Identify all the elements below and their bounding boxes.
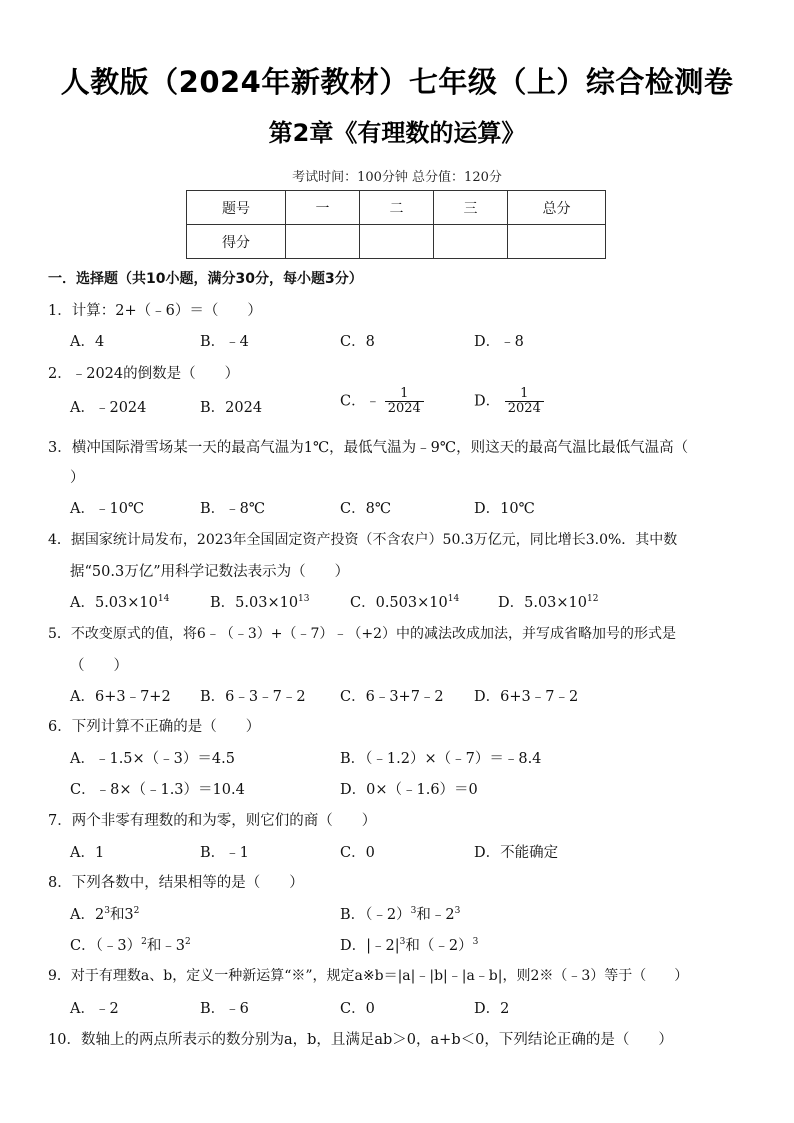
q8-a-part: A．2	[70, 907, 105, 923]
q2-option-d-fraction	[505, 387, 544, 416]
exam-title: 人教版（2024年新教材）七年级（上）综合检测卷	[60, 65, 734, 99]
q8-option-d	[340, 934, 478, 955]
q2-option-a: A．﹣2024	[70, 400, 147, 416]
q5-option-c: C．6﹣3+7﹣2	[340, 689, 444, 705]
q2-option-c-label: C．﹣	[340, 393, 381, 410]
score-table-score-row	[187, 225, 606, 259]
q4-option-b-base: B．5.03×10	[210, 595, 299, 611]
q8-option-c	[70, 934, 191, 955]
question-1-stem: 1．计算：2+（﹣6）＝（ ）	[48, 303, 262, 319]
q8-b-part: 和﹣2	[416, 907, 455, 923]
question-10-stem: 10．数轴上的两点所表示的数分别为a，b，且满足ab＞0，a+b＜0，下列结论正确的是（ ）	[48, 1032, 673, 1048]
q4-option-d-base: D．5.03×10	[498, 595, 588, 611]
q8-b-exp1: 3	[410, 906, 417, 917]
score-row-label: 得分	[187, 225, 286, 259]
q8-option-a	[70, 903, 139, 924]
q9-option-d: D．2	[474, 1001, 510, 1017]
question-5-stem-cont: （ ）	[70, 658, 128, 674]
q2-option-c-fraction	[385, 387, 424, 416]
q4-option-d-exponent: 12	[587, 594, 599, 605]
q1-option-b: B．﹣4	[200, 334, 249, 350]
score-header-cell: 总分	[508, 191, 606, 225]
question-3-stem: 3．横冲国际滑雪场某一天的最高气温为1℃，最低气温为﹣9℃，则这天的最高气温比最低气温高（	[48, 440, 689, 456]
q3-option-a: A．﹣10℃	[70, 501, 145, 517]
q9-option-c: C．0	[340, 1001, 375, 1017]
score-table	[186, 190, 606, 259]
score-cell[interactable]	[286, 225, 360, 259]
q8-c-part: 和﹣3	[146, 938, 186, 954]
score-table-header-row	[187, 191, 606, 225]
q3-option-d: D．10℃	[474, 501, 535, 517]
chapter-subtitle: 第2章《有理数的运算》	[268, 119, 526, 147]
q9-option-a: A．﹣2	[70, 1001, 119, 1017]
fraction-numerator: 1	[385, 387, 424, 402]
q5-option-a: A．6+3﹣7+2	[70, 689, 171, 705]
q8-d-exp2: 3	[472, 937, 479, 948]
q8-c-part: C．（﹣3）	[70, 938, 142, 954]
q2-option-b: B．2024	[200, 400, 263, 416]
q6-option-b: B．（﹣1.2）×（﹣7）＝﹣8.4	[340, 751, 542, 767]
q2-option-d-label: D．	[474, 393, 501, 410]
question-4-stem: 4．据国家统计局发布，2023年全国固定资产投资（不含农户）50.3万亿元，同比增长3.0%．其中数	[48, 532, 678, 548]
q7-option-d: D．不能确定	[474, 845, 559, 861]
question-4-stem-cont: 据“50.3万亿”用科学记数法表示为（ ）	[70, 564, 350, 580]
q4-option-b-exponent: 13	[298, 594, 310, 605]
q1-option-d: D．﹣8	[474, 334, 524, 350]
exam-info: 考试时间：100分钟 总分值：120分	[292, 170, 502, 185]
q6-option-c: C．﹣8×（﹣1.3）＝10.4	[70, 782, 245, 798]
q6-option-a: A．﹣1.5×（﹣3）＝4.5	[70, 751, 235, 767]
question-6-stem: 6．下列计算不正确的是（ ）	[48, 719, 261, 735]
q2-option-d	[474, 387, 544, 416]
question-9-stem: 9．对于有理数a、b，定义一种新运算“※”，规定a※b＝|a|﹣|b|﹣|a﹣b|，则2※（﹣3）等于（ ）	[48, 968, 689, 984]
score-header-cell: 三	[434, 191, 508, 225]
q4-option-a	[70, 591, 169, 612]
q2-option-c	[340, 387, 424, 416]
score-cell[interactable]	[434, 225, 508, 259]
q4-option-b	[210, 591, 310, 612]
q4-option-d	[498, 591, 598, 612]
question-5-stem: 5．不改变原式的值，将6﹣（﹣3）+（﹣7）﹣（+2）中的减法改成加法，并写成省略加号的形式是	[48, 626, 676, 642]
fraction-denominator: 2024	[507, 401, 541, 416]
q1-option-c: C．8	[340, 334, 375, 350]
question-3-stem-cont: ）	[70, 470, 85, 486]
q8-d-exp1: 3	[399, 937, 406, 948]
q5-option-d: D．6+3﹣7﹣2	[474, 689, 579, 705]
q7-option-a: A．1	[70, 845, 105, 861]
fraction-numerator: 1	[505, 387, 544, 402]
score-header-cell: 一	[286, 191, 360, 225]
question-7-stem: 7．两个非零有理数的和为零，则它们的商（ ）	[48, 813, 377, 829]
q3-option-b: B．﹣8℃	[200, 501, 266, 517]
section-heading: 一．选择题（共10小题，满分30分，每小题3分）	[48, 271, 363, 287]
q8-d-part: 和（﹣2）	[405, 938, 473, 954]
q4-option-a-exponent: 14	[157, 594, 170, 605]
q8-a-exp1: 3	[104, 906, 110, 917]
score-cell[interactable]	[508, 225, 606, 259]
q5-option-b: B．6﹣3﹣7﹣2	[200, 689, 306, 705]
q8-c-exp2: 2	[185, 937, 191, 948]
q6-option-d: D．0×（﹣1.6）＝0	[340, 782, 478, 798]
q4-option-c-base: C．0.503×10	[350, 595, 448, 611]
q4-option-a-base: A．5.03×10	[70, 595, 158, 611]
q9-option-b: B．﹣6	[200, 1001, 249, 1017]
q4-option-c	[350, 591, 459, 612]
question-2-stem: 2．﹣2024的倒数是（ ）	[48, 366, 240, 382]
q8-a-exp2: 2	[133, 906, 140, 917]
question-8-stem: 8．下列各数中，结果相等的是（ ）	[48, 875, 304, 891]
score-header-cell: 题号	[187, 191, 286, 225]
q8-b-part: B．（﹣2）	[340, 907, 411, 923]
q8-a-part: 和3	[109, 907, 134, 923]
q8-d-part: D．|﹣2|	[340, 938, 400, 954]
q8-b-exp2: 3	[454, 906, 461, 917]
q8-option-b	[340, 903, 460, 924]
q7-option-c: C．0	[340, 845, 375, 861]
q4-option-c-exponent: 14	[447, 594, 460, 605]
score-header-cell: 二	[360, 191, 434, 225]
fraction-denominator: 2024	[387, 401, 421, 416]
q8-c-exp1: 2	[141, 937, 147, 948]
q1-option-a: A．4	[70, 334, 105, 350]
q7-option-b: B．﹣1	[200, 845, 249, 861]
q3-option-c: C．8℃	[340, 501, 392, 517]
score-cell[interactable]	[360, 225, 434, 259]
